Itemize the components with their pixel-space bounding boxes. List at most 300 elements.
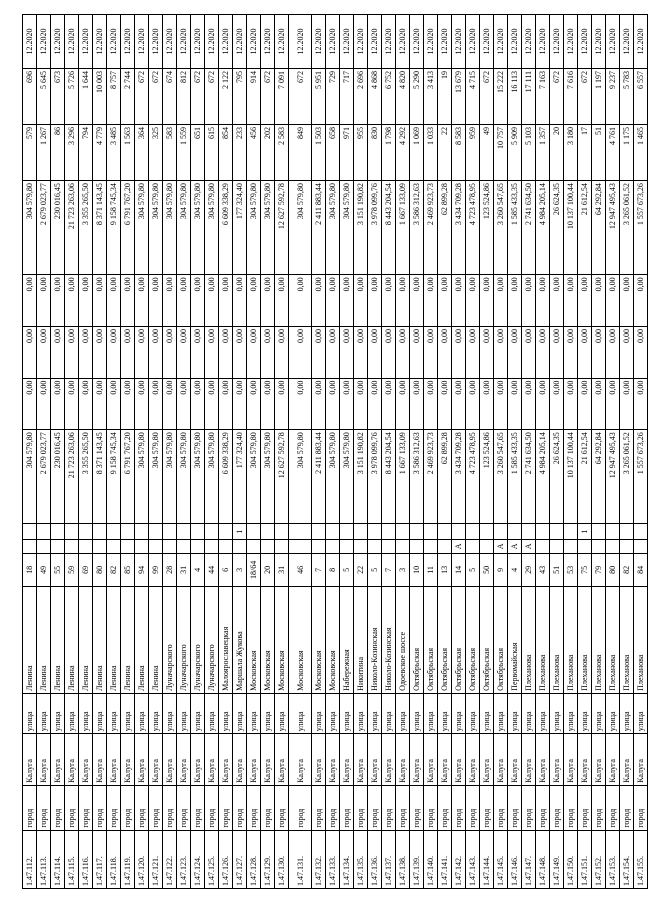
- house-letter: [592, 540, 606, 553]
- table-row: [368, 15, 382, 889]
- building-number: [205, 524, 219, 540]
- area-value: 4 779: [93, 125, 107, 181]
- street-name: Плеханова: [522, 587, 536, 694]
- cost-col-a: 0,00: [65, 378, 79, 430]
- count-value: 672: [550, 68, 564, 124]
- city-name: Калуга: [312, 734, 326, 786]
- house-letter: [289, 540, 312, 553]
- count-value: 4 868: [368, 68, 382, 124]
- house-letter: [312, 540, 326, 553]
- total-cost: 64 292,84: [592, 430, 606, 524]
- street-name: Луначарского: [163, 587, 177, 694]
- row-number: 1.47.112.: [23, 830, 37, 888]
- completion-date: 12.2020: [177, 15, 191, 69]
- house-number: 5: [368, 553, 382, 587]
- total-cost: 304 579,80: [247, 430, 261, 524]
- building-number: [163, 524, 177, 540]
- total-cost: 304 579,80: [163, 430, 177, 524]
- building-number: [149, 524, 163, 540]
- building-number: [275, 524, 289, 540]
- cost-col-a: 0,00: [382, 378, 396, 430]
- cost-col-a: 0,00: [79, 378, 93, 430]
- settlement-type: город: [536, 785, 550, 830]
- street-type: улица: [312, 693, 326, 733]
- street-name: Ленина: [149, 587, 163, 694]
- street-type: улица: [564, 693, 578, 733]
- settlement-type: город: [93, 785, 107, 830]
- building-number: [466, 524, 480, 540]
- row-number: 1.47.117.: [93, 830, 107, 888]
- building-number: [191, 524, 205, 540]
- city-name: Калуга: [578, 734, 592, 786]
- total-cost: 6 791 767,20: [121, 430, 135, 524]
- count-value: 672: [289, 68, 312, 124]
- total-cost: 4 984 205,14: [536, 430, 550, 524]
- area-value: 3 296: [65, 125, 79, 181]
- house-number: 55: [51, 553, 65, 587]
- cost-col-a: 0,00: [275, 378, 289, 430]
- table-row: [438, 15, 452, 889]
- street-name: Ленина: [23, 587, 37, 694]
- street-name: Первомайская: [508, 587, 522, 694]
- total-cost: 123 524,86: [480, 430, 494, 524]
- cost-col-b: 0,00: [261, 326, 275, 378]
- settlement-type: город: [107, 785, 121, 830]
- house-number: 75: [578, 553, 592, 587]
- house-number: 6: [219, 553, 233, 587]
- area-value: 1 798: [382, 125, 396, 181]
- cost-col-b: 0,00: [634, 326, 648, 378]
- count-value: 674: [163, 68, 177, 124]
- count-value: 4 820: [396, 68, 410, 124]
- city-name: Калуга: [163, 734, 177, 786]
- area-value: 233: [233, 125, 247, 181]
- cost-col-c: 0,00: [135, 275, 149, 327]
- street-type: улица: [368, 693, 382, 733]
- cost-col-b: 0,00: [424, 326, 438, 378]
- cost-col-b: 0,00: [65, 326, 79, 378]
- cost-col-b: 0,00: [396, 326, 410, 378]
- cost-col-d: 3 265 061,52: [620, 181, 634, 275]
- table-row: [536, 15, 550, 889]
- cost-col-a: 0,00: [550, 378, 564, 430]
- street-name: Одоевское шоссе: [396, 587, 410, 694]
- street-name: Октябрьская: [494, 587, 508, 694]
- count-value: 696: [23, 68, 37, 124]
- settlement-type: город: [149, 785, 163, 830]
- building-number: [289, 524, 312, 540]
- city-name: Калуга: [93, 734, 107, 786]
- house-number: 18: [23, 553, 37, 587]
- house-number: 82: [107, 553, 121, 587]
- city-name: Калуга: [466, 734, 480, 786]
- house-letter: [550, 540, 564, 553]
- completion-date: 12.2020: [634, 15, 648, 69]
- house-number: 7: [312, 553, 326, 587]
- building-number: [606, 524, 620, 540]
- street-name: Плеханова: [536, 587, 550, 694]
- city-name: Калуга: [606, 734, 620, 786]
- table-row: [396, 15, 410, 889]
- total-cost: 304 579,80: [149, 430, 163, 524]
- row-number: 1.47.133.: [326, 830, 340, 888]
- cost-col-a: 0,00: [410, 378, 424, 430]
- cost-col-a: 0,00: [93, 378, 107, 430]
- row-number: 1.47.148.: [536, 830, 550, 888]
- table-body: [23, 15, 648, 889]
- house-letter: [247, 540, 261, 553]
- area-value: 3 485: [107, 125, 121, 181]
- building-number: [508, 524, 522, 540]
- building-number: [23, 524, 37, 540]
- cost-col-b: 0,00: [578, 326, 592, 378]
- settlement-type: город: [424, 785, 438, 830]
- completion-date: 12.2020: [233, 15, 247, 69]
- row-number: 1.47.150.: [564, 830, 578, 888]
- cost-col-a: 0,00: [438, 378, 452, 430]
- completion-date: 12.2020: [564, 15, 578, 69]
- cost-col-a: 0,00: [261, 378, 275, 430]
- cost-col-a: 0,00: [452, 378, 466, 430]
- house-number: 44: [205, 553, 219, 587]
- table-row: [578, 15, 592, 889]
- house-number: 59: [65, 553, 79, 587]
- cost-col-c: 0,00: [536, 275, 550, 327]
- cost-col-c: 0,00: [606, 275, 620, 327]
- house-letter: [205, 540, 219, 553]
- house-letter: [191, 540, 205, 553]
- cost-col-d: 64 292,84: [592, 181, 606, 275]
- street-type: улица: [191, 693, 205, 733]
- house-number: 82: [620, 553, 634, 587]
- total-cost: 8 443 204,54: [382, 430, 396, 524]
- building-number: [396, 524, 410, 540]
- street-name: Плеханова: [578, 587, 592, 694]
- count-value: 2 744: [121, 68, 135, 124]
- settlement-type: город: [121, 785, 135, 830]
- row-number: 1.47.125.: [205, 830, 219, 888]
- settlement-type: город: [65, 785, 79, 830]
- settlement-type: город: [522, 785, 536, 830]
- count-value: 9 237: [606, 68, 620, 124]
- cost-col-d: 304 579,80: [261, 181, 275, 275]
- table-row: [247, 15, 261, 889]
- count-value: 1 644: [79, 68, 93, 124]
- count-value: 795: [233, 68, 247, 124]
- building-number: [494, 524, 508, 540]
- street-name: Московская: [261, 587, 275, 694]
- row-number: 1.47.114.: [51, 830, 65, 888]
- street-type: улица: [177, 693, 191, 733]
- cost-col-b: 0,00: [205, 326, 219, 378]
- city-name: Калуга: [354, 734, 368, 786]
- total-cost: 3 260 547,65: [494, 430, 508, 524]
- house-letter: [564, 540, 578, 553]
- count-value: 672: [149, 68, 163, 124]
- total-cost: 304 579,80: [23, 430, 37, 524]
- building-number: [564, 524, 578, 540]
- cost-col-b: 0,00: [23, 326, 37, 378]
- street-type: улица: [219, 693, 233, 733]
- cost-col-a: 0,00: [522, 378, 536, 430]
- house-letter: [424, 540, 438, 553]
- area-value: 8 583: [452, 125, 466, 181]
- completion-date: 12.2020: [261, 15, 275, 69]
- total-cost: 4 723 478,95: [466, 430, 480, 524]
- house-letter: [634, 540, 648, 553]
- house-letter: [149, 540, 163, 553]
- house-number: 31: [177, 553, 191, 587]
- settlement-type: город: [564, 785, 578, 830]
- house-letter: [480, 540, 494, 553]
- cost-col-d: 6 791 767,20: [121, 181, 135, 275]
- count-value: 7 091: [275, 68, 289, 124]
- cost-col-c: 0,00: [93, 275, 107, 327]
- cost-col-d: 10 137 100,44: [564, 181, 578, 275]
- cost-col-b: 0,00: [163, 326, 177, 378]
- cost-col-c: 0,00: [261, 275, 275, 327]
- count-value: 672: [191, 68, 205, 124]
- cost-col-c: 0,00: [508, 275, 522, 327]
- row-number: 1.47.126.: [219, 830, 233, 888]
- completion-date: 12.2020: [508, 15, 522, 69]
- street-name: Никитина: [354, 587, 368, 694]
- cost-col-a: 0,00: [634, 378, 648, 430]
- house-letter: [578, 540, 592, 553]
- row-number: 1.47.147.: [522, 830, 536, 888]
- house-letter: [177, 540, 191, 553]
- street-name: Октябрьская: [452, 587, 466, 694]
- row-number: 1.47.137.: [382, 830, 396, 888]
- street-name: Ленина: [107, 587, 121, 694]
- row-number: 1.47.119.: [121, 830, 135, 888]
- table-row: [275, 15, 289, 889]
- row-number: 1.47.138.: [396, 830, 410, 888]
- table-row: [93, 15, 107, 889]
- cost-col-b: 0,00: [191, 326, 205, 378]
- house-letter: А: [452, 540, 466, 553]
- settlement-type: город: [578, 785, 592, 830]
- total-cost: 304 579,80: [177, 430, 191, 524]
- count-value: 4 715: [466, 68, 480, 124]
- total-cost: 8 371 143,45: [93, 430, 107, 524]
- street-type: улица: [536, 693, 550, 733]
- total-cost: 12 627 592,78: [275, 430, 289, 524]
- count-value: 6 752: [382, 68, 396, 124]
- row-number: 1.47.120.: [135, 830, 149, 888]
- settlement-type: город: [177, 785, 191, 830]
- house-number: 4: [508, 553, 522, 587]
- cost-col-a: 0,00: [233, 378, 247, 430]
- city-name: Калуга: [107, 734, 121, 786]
- cost-col-d: 304 579,80: [289, 181, 312, 275]
- cost-col-d: 62 899,28: [438, 181, 452, 275]
- cost-col-c: 0,00: [51, 275, 65, 327]
- city-name: Калуга: [121, 734, 135, 786]
- street-type: улица: [480, 693, 494, 733]
- settlement-type: город: [634, 785, 648, 830]
- house-number: 5: [466, 553, 480, 587]
- count-value: 13 679: [452, 68, 466, 124]
- building-number: [424, 524, 438, 540]
- area-value: 971: [340, 125, 354, 181]
- street-type: улица: [79, 693, 93, 733]
- count-value: 914: [247, 68, 261, 124]
- area-value: 1 357: [536, 125, 550, 181]
- street-name: Николо-Козинская: [382, 587, 396, 694]
- completion-date: 12.2020: [592, 15, 606, 69]
- cost-col-a: 0,00: [564, 378, 578, 430]
- house-letter: [340, 540, 354, 553]
- street-type: улица: [37, 693, 51, 733]
- building-number: [121, 524, 135, 540]
- street-name: Ленина: [51, 587, 65, 694]
- area-value: 830: [368, 125, 382, 181]
- cost-col-b: 0,00: [219, 326, 233, 378]
- table-row: [634, 15, 648, 889]
- cost-col-c: 0,00: [37, 275, 51, 327]
- cost-col-c: 0,00: [163, 275, 177, 327]
- city-name: Калуга: [275, 734, 289, 786]
- cost-col-a: 0,00: [23, 378, 37, 430]
- table-row: [261, 15, 275, 889]
- cost-col-b: 0,00: [312, 326, 326, 378]
- city-name: Калуга: [191, 734, 205, 786]
- count-value: 672: [135, 68, 149, 124]
- street-type: улица: [23, 693, 37, 733]
- house-number: 20: [261, 553, 275, 587]
- house-letter: [368, 540, 382, 553]
- house-letter: [382, 540, 396, 553]
- street-type: улица: [634, 693, 648, 733]
- total-cost: 2 741 634,50: [522, 430, 536, 524]
- cost-col-d: 12 947 495,43: [606, 181, 620, 275]
- street-name: Луначарского: [177, 587, 191, 694]
- cost-col-b: 0,00: [564, 326, 578, 378]
- street-type: улица: [354, 693, 368, 733]
- row-number: 1.47.115.: [65, 830, 79, 888]
- building-number: [480, 524, 494, 540]
- count-value: 5 645: [37, 68, 51, 124]
- house-letter: А: [494, 540, 508, 553]
- completion-date: 12.2020: [466, 15, 480, 69]
- count-value: 8 757: [107, 68, 121, 124]
- table-row: [51, 15, 65, 889]
- count-value: 672: [480, 68, 494, 124]
- completion-date: 12.2020: [396, 15, 410, 69]
- cost-col-d: 3 260 547,65: [494, 181, 508, 275]
- table-row: [410, 15, 424, 889]
- area-value: 854: [219, 125, 233, 181]
- cost-col-c: 0,00: [382, 275, 396, 327]
- count-value: 672: [205, 68, 219, 124]
- street-type: улица: [410, 693, 424, 733]
- settlement-type: город: [620, 785, 634, 830]
- cost-col-b: 0,00: [452, 326, 466, 378]
- cost-col-c: 0,00: [312, 275, 326, 327]
- cost-col-c: 0,00: [564, 275, 578, 327]
- city-name: Калуга: [340, 734, 354, 786]
- house-letter: А: [508, 540, 522, 553]
- completion-date: 12.2020: [550, 15, 564, 69]
- table-row: [121, 15, 135, 889]
- row-number: 1.47.140.: [424, 830, 438, 888]
- area-value: 615: [205, 125, 219, 181]
- city-name: Калуга: [438, 734, 452, 786]
- city-name: Калуга: [480, 734, 494, 786]
- table-row: [65, 15, 79, 889]
- cost-col-a: 0,00: [51, 378, 65, 430]
- table-row: [494, 15, 508, 889]
- cost-col-a: 0,00: [149, 378, 163, 430]
- total-cost: 21 612,54: [578, 430, 592, 524]
- city-name: Калуга: [522, 734, 536, 786]
- street-type: улица: [522, 693, 536, 733]
- cost-col-a: 0,00: [480, 378, 494, 430]
- cost-col-d: 304 579,80: [149, 181, 163, 275]
- area-value: 1 033: [424, 125, 438, 181]
- settlement-type: город: [275, 785, 289, 830]
- count-value: 673: [51, 68, 65, 124]
- street-name: Плеханова: [634, 587, 648, 694]
- cost-col-b: 0,00: [480, 326, 494, 378]
- count-value: 717: [340, 68, 354, 124]
- row-number: 1.47.130.: [275, 830, 289, 888]
- cost-col-c: 0,00: [289, 275, 312, 327]
- row-number: 1.47.146.: [508, 830, 522, 888]
- total-cost: 3 265 061,52: [620, 430, 634, 524]
- table-row: [564, 15, 578, 889]
- completion-date: 12.2020: [424, 15, 438, 69]
- cost-col-c: 0,00: [340, 275, 354, 327]
- total-cost: 2 679 023,77: [37, 430, 51, 524]
- table-row: [219, 15, 233, 889]
- street-type: улица: [65, 693, 79, 733]
- house-number: 43: [536, 553, 550, 587]
- city-name: Калуга: [205, 734, 219, 786]
- area-value: 1 267: [37, 125, 51, 181]
- city-name: Калуга: [51, 734, 65, 786]
- house-letter: [261, 540, 275, 553]
- completion-date: 12.2020: [93, 15, 107, 69]
- building-number: [620, 524, 634, 540]
- cost-col-b: 0,00: [438, 326, 452, 378]
- settlement-type: город: [438, 785, 452, 830]
- cost-col-a: 0,00: [354, 378, 368, 430]
- area-value: 1 069: [410, 125, 424, 181]
- cost-col-a: 0,00: [205, 378, 219, 430]
- cost-col-b: 0,00: [107, 326, 121, 378]
- cost-col-b: 0,00: [368, 326, 382, 378]
- street-type: улица: [592, 693, 606, 733]
- settlement-type: город: [466, 785, 480, 830]
- area-value: 1 175: [620, 125, 634, 181]
- city-name: Калуга: [326, 734, 340, 786]
- cost-col-a: 0,00: [340, 378, 354, 430]
- building-number: [354, 524, 368, 540]
- cost-col-d: 123 524,86: [480, 181, 494, 275]
- house-number: 14: [452, 553, 466, 587]
- cost-col-d: 304 579,80: [247, 181, 261, 275]
- completion-date: 12.2020: [536, 15, 550, 69]
- city-name: Калуга: [261, 734, 275, 786]
- house-letter: [354, 540, 368, 553]
- cost-col-c: 0,00: [438, 275, 452, 327]
- street-type: улица: [508, 693, 522, 733]
- building-number: 1: [233, 524, 247, 540]
- city-name: Калуга: [592, 734, 606, 786]
- completion-date: 12.2020: [578, 15, 592, 69]
